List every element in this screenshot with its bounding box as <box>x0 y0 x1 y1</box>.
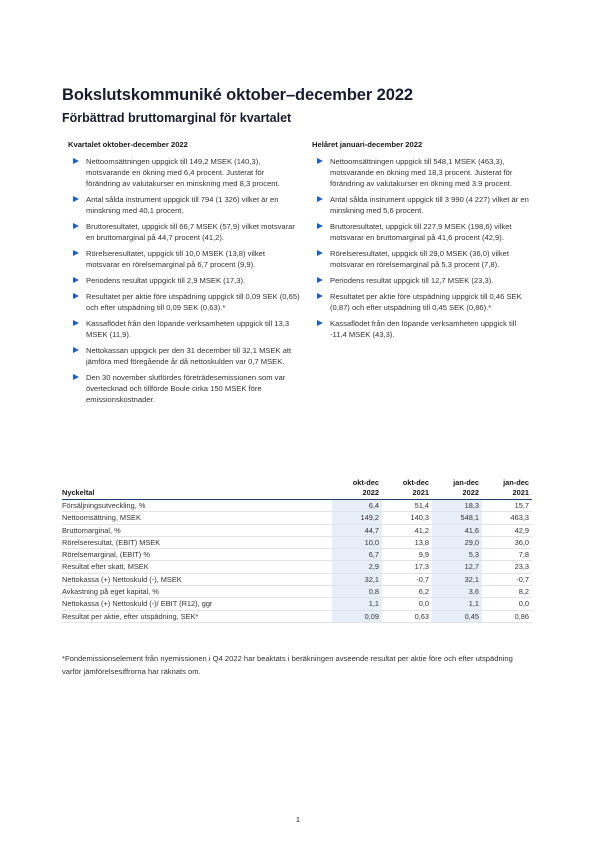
kpi-col-header: okt-dec 2022 <box>352 478 379 497</box>
quarter-bullet-text: Rörelseresultatet, uppgick till 10,0 MSEK (13,8) vilket motsvarar en rörelsemarginal på 6,7 procent (9,9). <box>86 249 265 269</box>
triangle-right-icon <box>73 347 79 353</box>
fullyear-bullet <box>312 275 530 286</box>
triangle-right-icon <box>317 223 323 229</box>
quarter-bullet-text: Resultatet per aktie före utspädning uppgick till 0,09 SEK (0,65) och efter utspädning till 0,09 SEK (0,63).* <box>86 292 300 312</box>
quarter-bullet <box>68 194 300 216</box>
triangle-right-icon <box>317 158 323 164</box>
fullyear-bullet <box>312 318 530 340</box>
triangle-right-icon <box>73 277 79 283</box>
quarter-bullet-text: Kassaflödet från den löpande verksamheten uppgick till 13,3 MSEK (11,9). <box>86 319 290 339</box>
quarter-bullet <box>68 221 300 243</box>
fullyear-bullet <box>312 291 530 313</box>
triangle-right-icon <box>73 196 79 202</box>
quarter-bullet-text: Nettokassan uppgick per den 31 december till 32,1 MSEK att jämföra med föregående år då nettoskulden var 0,7 MSEK. <box>86 346 292 366</box>
triangle-right-icon <box>73 158 79 164</box>
page-subtitle: Förbättrad bruttomarginal för kvartalet <box>62 111 292 125</box>
triangle-right-icon <box>73 250 79 256</box>
table-row: Försäljningsutveckling, % 6,4 51,4 18,3 15,7 <box>62 500 532 512</box>
quarter-bullet <box>68 291 300 313</box>
fullyear-bullet <box>312 221 530 243</box>
table-row: Resultat efter skatt, MSEK 2,9 17,3 12,7 23,3 <box>62 561 532 573</box>
kpi-col-header: okt-dec 2021 <box>402 478 429 497</box>
fullyear-bullet-text: Nettoomsättningen uppgick till 548,1 MSEK (463,3), motsvarande en ökning med 18,3 procent. Justerat för förändring av valutakurser en ökning med 3.9 procent. <box>330 157 513 188</box>
fullyear-bullet <box>312 248 530 270</box>
fullyear-bullet <box>312 194 530 216</box>
table-row: Avkastning på eget kapital, % 0,8 6,2 3,6 8,2 <box>62 586 532 598</box>
kpi-table <box>62 478 532 623</box>
triangle-right-icon <box>73 320 79 326</box>
kpi-header-row <box>62 478 532 500</box>
fullyear-bullet <box>312 156 530 189</box>
quarter-bullet-text: Periodens resultat uppgick till 2,9 MSEK (17,3). <box>86 276 246 285</box>
footnote: *Fondemissionselement från nyemissionen i Q4 2022 har beaktats i beräkningen avseende resultat per aktie före och efter utspädning varför jämförelsesiffrorna har räknats om. <box>62 654 513 676</box>
quarter-bullet <box>68 318 300 340</box>
quarter-bullet <box>68 275 300 286</box>
fullyear-bullet-text: Periodens resultat uppgick till 12,7 MSEK (23,3). <box>330 276 494 285</box>
table-row: Nettokassa (+) Nettoskuld (-), MSEK 32,1 -0,7 32,1 -0,7 <box>62 573 532 585</box>
triangle-right-icon <box>317 320 323 326</box>
table-row: Nettokassa (+) Nettoskuld (-)/ EBIT (R12), ggr 1,1 0,0 1,1 0,0 <box>62 598 532 610</box>
triangle-right-icon <box>317 250 323 256</box>
fullyear-section <box>312 140 530 345</box>
quarter-bullet <box>68 156 300 189</box>
triangle-right-icon <box>317 196 323 202</box>
triangle-right-icon <box>73 223 79 229</box>
triangle-right-icon <box>317 277 323 283</box>
quarter-bullet <box>68 345 300 367</box>
quarter-bullet-text: Nettoomsättningen uppgick till 149,2 MSEK (140,3), motsvarande en ökning med 6,4 procent. Justerat för förändring av valutakurser en minskning med 8,3 procent. <box>86 157 280 188</box>
quarter-section <box>68 140 300 410</box>
quarter-bullet <box>68 372 300 405</box>
kpi-label-header: Nyckeltal <box>62 487 95 497</box>
quarter-bullet <box>68 248 300 270</box>
kpi-col-header: jan-dec 2022 <box>453 478 479 497</box>
quarter-heading: Kvartalet oktober-december 2022 <box>68 140 188 149</box>
triangle-right-icon <box>73 374 79 380</box>
quarter-bullet-text: Den 30 november slutfördes företrädesemissionen som var övertecknad och tillförde Boule cirka 150 MSEK före emissionskostnader. <box>86 373 286 404</box>
kpi-col-header: jan-dec 2021 <box>503 478 529 497</box>
fullyear-bullet-list <box>312 156 530 340</box>
triangle-right-icon <box>73 293 79 299</box>
table-row: Bruttomarginal, % 44,7 41,2 41,6 42,9 <box>62 524 532 536</box>
fullyear-heading: Helåret januari-december 2022 <box>312 140 423 149</box>
table-row: Resultat per aktie, efter utspädning, SEK* 0,09 0,63 0,45 0,86 <box>62 610 532 622</box>
table-row: Rörelseresultat, (EBIT) MSEK 10,0 13,8 29,0 36,0 <box>62 536 532 548</box>
fullyear-bullet-text: Kassaflödet från den löpande verksamheten uppgick till -11,4 MSEK (43,3). <box>330 319 517 339</box>
table-row: Rörelsemarginal, (EBIT) % 6,7 9,9 5,3 7,8 <box>62 549 532 561</box>
fullyear-bullet-text: Antal sålda instrument uppgick till 3 990 (4 227) vilket är en minskning med 5,6 procent. <box>330 195 529 215</box>
fullyear-bullet-text: Rörelseresultatet, uppgick till 29,0 MSEK (36,0) vilket motsvarar en rörelsemarginal på 5,3 procent (7,8). <box>330 249 509 269</box>
page-number: 1 <box>295 815 301 824</box>
table-row: Nettoomsättning, MSEK 149,2 140,3 548,1 463,3 <box>62 512 532 524</box>
quarter-bullet-list <box>68 156 300 405</box>
triangle-right-icon <box>317 293 323 299</box>
fullyear-bullet-text: Resultatet per aktie före utspädning uppgick till 0,46 SEK (0,87) och efter utspädning till 0,45 SEK (0,86).* <box>330 292 522 312</box>
quarter-bullet-text: Bruttoresultatet, uppgick till 66,7 MSEK (57,9) vilket motsvarar en bruttomarginal på 44,7 procent (41,2). <box>86 222 295 242</box>
fullyear-bullet-text: Bruttoresultatet, uppgick till 227,9 MSEK (198,6) vilket motsvarar en bruttomarginal på 41,6 procent (42,9). <box>330 222 512 242</box>
quarter-bullet-text: Antal sålda instrument uppgick till 794 (1 326) vilket är en minskning med 40,1 procent. <box>86 195 279 215</box>
page-title: Bokslutskommuniké oktober–december 2022 <box>62 86 413 104</box>
